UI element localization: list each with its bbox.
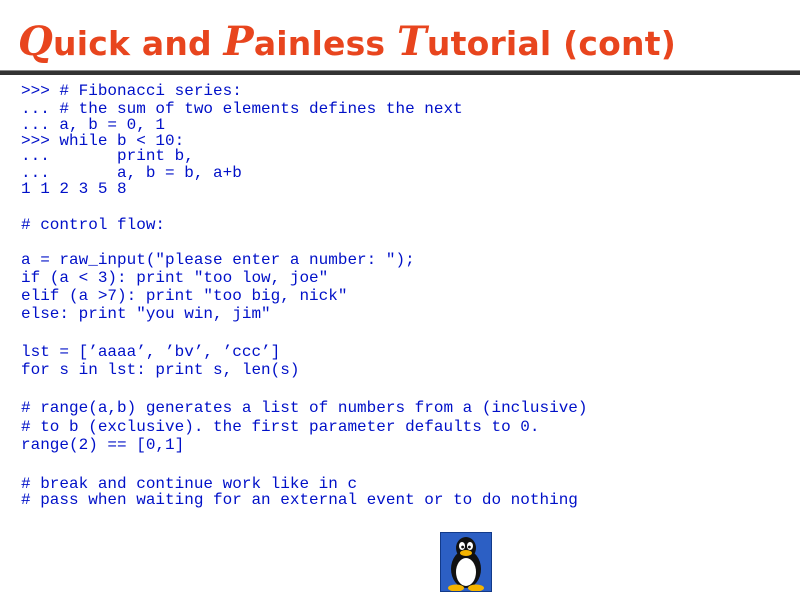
code-line: for s in lst: print s, len(s) bbox=[21, 361, 300, 379]
code-line: ... # the sum of two elements defines the next bbox=[21, 100, 463, 118]
title-part: P bbox=[223, 18, 254, 65]
slide-title bbox=[18, 18, 676, 68]
tux-penguin-drawing bbox=[441, 533, 491, 591]
code-line: # range(a,b) generates a list of numbers from a (inclusive) bbox=[21, 399, 588, 417]
code-line: if (a < 3): print "too low, joe" bbox=[21, 269, 329, 287]
title-part: uick and bbox=[53, 24, 224, 63]
code-line: # to b (exclusive). the first parameter defaults to 0. bbox=[21, 418, 540, 436]
code-line: ... print b, bbox=[21, 147, 194, 165]
code-line: elif (a >7): print "too big, nick" bbox=[21, 287, 348, 305]
title-part: Q bbox=[18, 18, 54, 65]
code-line: lst = [’aaaa’, ’bv’, ’ccc’] bbox=[21, 343, 281, 361]
title-divider bbox=[0, 70, 800, 75]
code-line: # pass when waiting for an external event or to do nothing bbox=[21, 491, 578, 509]
code-line: range(2) == [0,1] bbox=[21, 436, 185, 454]
code-line: a = raw_input("please enter a number: "); bbox=[21, 251, 415, 269]
title-part: utorial (cont) bbox=[426, 24, 676, 63]
tux-penguin-icon bbox=[440, 532, 492, 592]
code-line: >>> while b < 10: bbox=[21, 132, 185, 150]
code-line: >>> # Fibonacci series: bbox=[21, 82, 242, 100]
code-line: ... a, b = b, a+b bbox=[21, 164, 242, 182]
code-line: ... a, b = 0, 1 bbox=[21, 116, 166, 134]
title-part: T bbox=[396, 18, 427, 65]
title-part: ainless bbox=[253, 24, 397, 63]
code-line: 1 1 2 3 5 8 bbox=[21, 180, 127, 198]
code-line: # break and continue work like in c bbox=[21, 475, 358, 493]
code-line: else: print "you win, jim" bbox=[21, 305, 271, 323]
code-line: # control flow: bbox=[21, 216, 166, 234]
